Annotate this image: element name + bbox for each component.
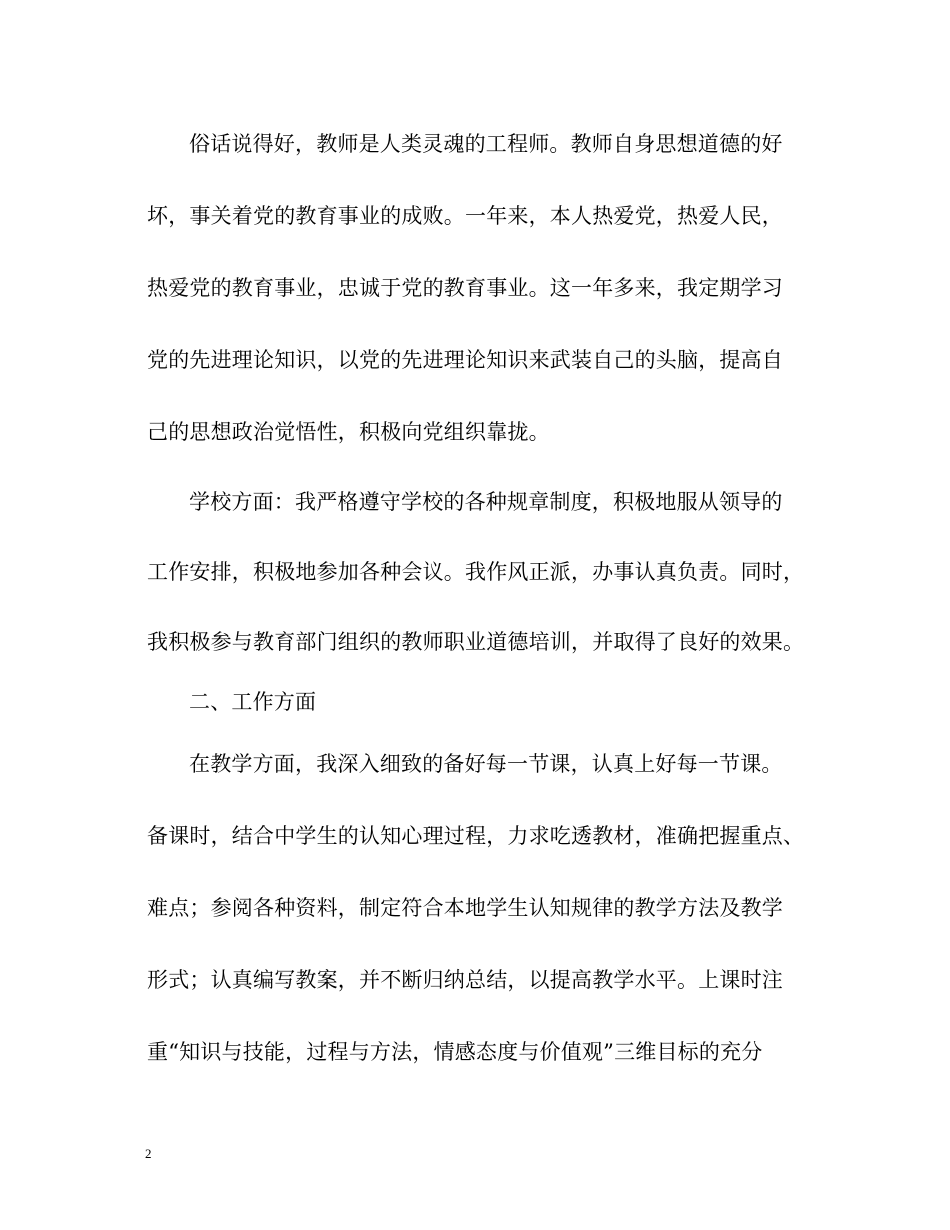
paragraph-line: 热爱党的教育事业，忠诚于党的教育事业。这一年多来，我定期学习: [147, 276, 783, 300]
paragraph-line: 党的先进理论知识，以党的先进理论知识来武装自己的头脑，提高自: [147, 348, 783, 372]
paragraph-line: 俗话说得好，教师是人类灵魂的工程师。教师自身思想道德的好: [189, 132, 783, 156]
paragraph-line: 工作安排，积极地参加各种会议。我作风正派，办事认真负责。同时，: [147, 560, 805, 584]
paragraph-line: 我积极参与教育部门组织的教师职业道德培训，并取得了良好的效果。: [147, 630, 805, 654]
paragraph-line: 形式；认真编写教案，并不断归纳总结，以提高教学水平。上课时注: [147, 968, 783, 992]
paragraph-line: 在教学方面，我深入细致的备好每一节课，认真上好每一节课。: [189, 752, 783, 776]
paragraph-line: 备课时，结合中学生的认知心理过程，力求吃透教材，准确把握重点、: [147, 824, 805, 848]
paragraph-line: 重“知识与技能，过程与方法，情感态度与价值观”三维目标的充分: [147, 1040, 763, 1064]
paragraph-line: 己的思想政治觉悟性，积极向党组织靠拢。: [147, 420, 550, 444]
paragraph-line: 难点；参阅各种资料，制定符合本地学生认知规律的教学方法及教学: [147, 896, 783, 920]
section-heading: 二、工作方面: [189, 690, 317, 714]
paragraph-line: 坏，事关着党的教育事业的成败。一年来，本人热爱党，热爱人民，: [147, 204, 783, 228]
page-number: 2: [145, 1146, 152, 1161]
paragraph-line: 学校方面：我严格遵守学校的各种规章制度，积极地服从领导的: [189, 490, 783, 514]
